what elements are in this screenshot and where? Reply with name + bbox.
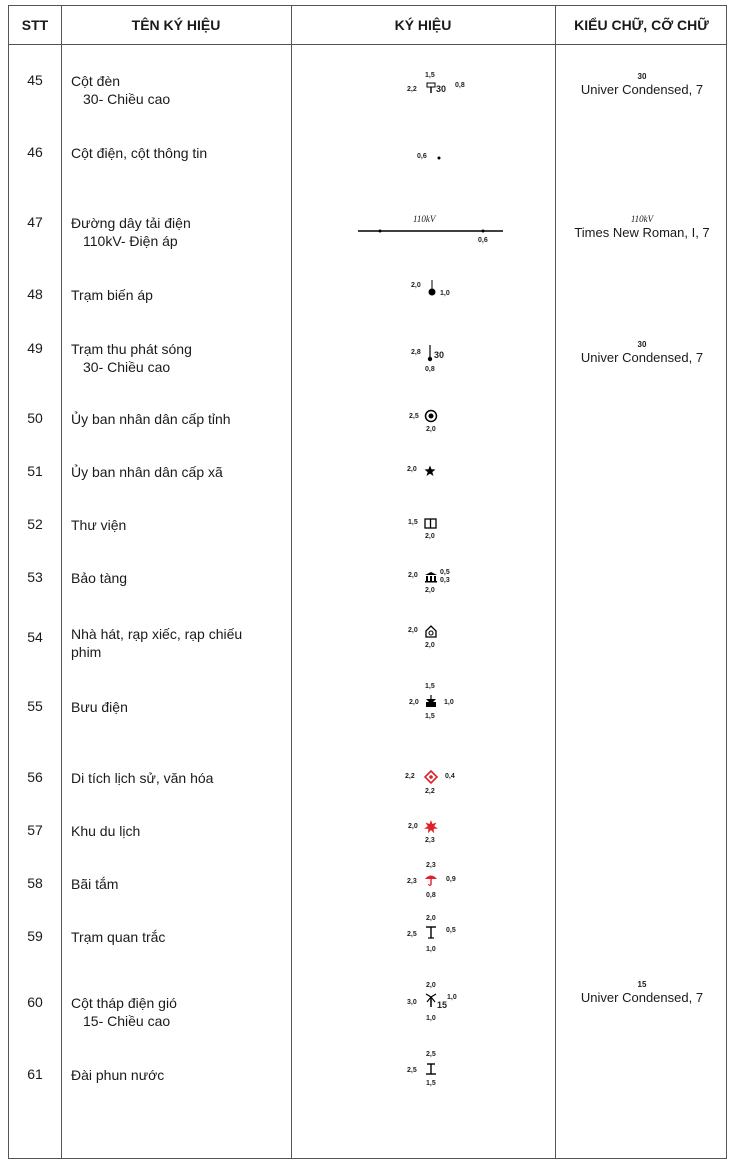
symbol-cell: 2,2 0,4 2,2 <box>293 769 555 829</box>
symbol-cell: 2,0 2,5 0,5 1,0 <box>407 915 456 953</box>
row-number: 45 <box>27 72 43 88</box>
province-committee-icon <box>424 409 438 423</box>
column-divider <box>291 6 292 1158</box>
symbol-name: Cột đèn 30- Chiều cao <box>71 73 171 107</box>
symbol-cell: 110kV 0,6 <box>293 214 555 274</box>
symbol-name: Thư viện <box>71 517 127 533</box>
star-icon <box>424 465 436 477</box>
header-divider <box>9 44 726 45</box>
symbol-name: Khu du lịch <box>71 823 141 839</box>
power-line-icon <box>358 226 506 236</box>
symbol-cell: 1,5 2,0 <box>293 516 555 576</box>
row-number: 56 <box>27 769 43 785</box>
column-divider <box>555 6 556 1158</box>
symbol-name: Trạm thu phát sóng 30- Chiều cao <box>71 341 192 375</box>
monitoring-station-icon <box>424 925 438 941</box>
symbol-cell: 2,5 2,0 <box>293 410 555 470</box>
symbol-cell: 0,6 <box>293 144 555 204</box>
header-symbol: KÝ HIỆU <box>394 17 452 33</box>
symbol-name: Nhà hát, rạp xiếc, rạp chiếu phim <box>71 626 243 660</box>
row-number: 47 <box>27 214 43 230</box>
row-number: 54 <box>27 629 43 645</box>
row-number: 46 <box>27 144 43 160</box>
row-number: 49 <box>27 340 43 356</box>
symbol-cell: 2,0 2,0 <box>293 625 555 685</box>
symbol-cell: 2,0 3,0 15 1,0 1,0 <box>407 982 457 1022</box>
symbol-name: Bảo tàng <box>71 570 128 586</box>
row-number: 58 <box>27 875 43 891</box>
row-number: 59 <box>27 928 43 944</box>
dot-icon <box>436 155 442 161</box>
symbol-cell: 2,3 2,3 0,9 0,8 <box>407 862 456 899</box>
row-number: 48 <box>27 286 43 302</box>
symbol-cell: 2,5 2,5 1,5 <box>293 1066 555 1126</box>
symbol-name: Ủy ban nhân dân cấp tỉnh <box>71 411 231 427</box>
symbol-name: Đài phun nước <box>71 1067 165 1083</box>
font-spec: 30 Univer Condensed, 7 <box>580 340 704 365</box>
row-number: 52 <box>27 516 43 532</box>
row-number: 50 <box>27 410 43 426</box>
symbol-cell: 2,0 2,3 <box>293 822 555 882</box>
museum-icon <box>424 571 438 583</box>
symbol-cell: 2,8 30 0,8 <box>293 340 555 400</box>
row-number: 57 <box>27 822 43 838</box>
font-spec: 110kV Times New Roman, I, 7 <box>574 214 710 240</box>
theater-icon <box>424 625 438 639</box>
symbol-name: Bưu điện <box>71 699 128 715</box>
font-spec: 30 Univer Condensed, 7 <box>580 72 704 97</box>
symbol-name: Bãi tắm <box>71 876 119 892</box>
header-name: TÊN KÝ HIỆU <box>131 17 221 33</box>
header-stt: STT <box>21 17 49 33</box>
row-number: 55 <box>27 698 43 714</box>
transformer-icon <box>426 280 438 298</box>
symbol-cell: 2,0 1,0 <box>411 282 450 297</box>
wind-turbine-icon <box>424 993 438 1009</box>
symbol-cell: 2,0 <box>293 463 555 523</box>
book-icon <box>424 518 438 530</box>
symbol-name: Trạm biến áp <box>71 287 153 303</box>
symbol-name: Cột điện, cột thông tin <box>71 145 208 161</box>
row-number: 61 <box>27 1066 43 1082</box>
row-number: 60 <box>27 994 43 1010</box>
monument-icon <box>424 770 438 784</box>
row-number: 53 <box>27 569 43 585</box>
symbol-cell: 2,0 0,5 0,3 2,0 <box>408 569 450 594</box>
symbol-cell: 1,5 2,0 1,0 1,5 <box>409 683 454 720</box>
symbol-table <box>8 5 727 1159</box>
column-divider <box>61 6 62 1158</box>
font-spec: 15 Univer Condensed, 7 <box>580 980 704 1005</box>
tourism-icon <box>424 820 438 834</box>
symbol-name: Cột tháp điện gió 15- Chiều cao <box>71 995 177 1029</box>
symbol-name: Ủy ban nhân dân cấp xã <box>71 464 223 480</box>
symbol-cell: 1,5 2,2 30 0,8 <box>407 72 465 94</box>
symbol-name: Đường dây tải điện 110kV- Điện áp <box>71 215 191 249</box>
fountain-icon <box>424 1062 438 1078</box>
symbol-name: Trạm quan trắc <box>71 929 166 945</box>
post-office-icon <box>424 695 438 709</box>
symbol-name: Di tích lịch sử, văn hóa <box>71 770 214 786</box>
row-number: 51 <box>27 463 43 479</box>
header-font: KIỂU CHỮ, CỠ CHỮ <box>574 17 709 33</box>
umbrella-icon <box>424 873 438 887</box>
